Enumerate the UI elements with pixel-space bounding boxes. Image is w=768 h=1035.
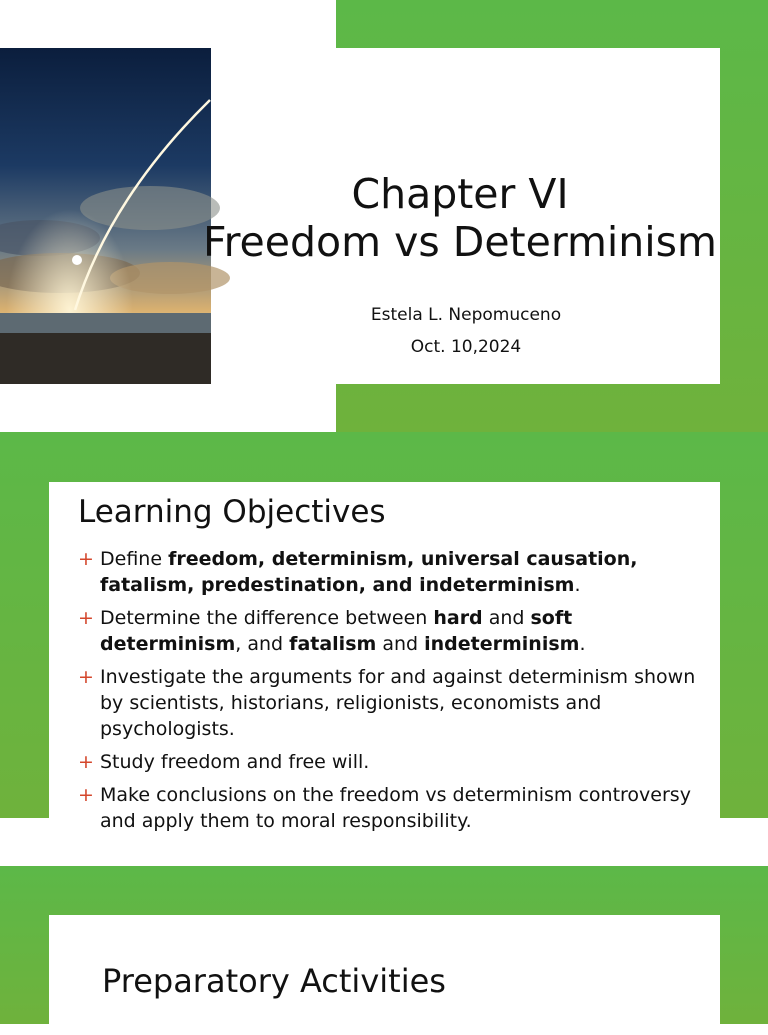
author-name: Estela L. Nepomuceno (370, 305, 562, 325)
bold-term: fatalism (289, 633, 377, 655)
plus-bullet-icon: + (78, 751, 94, 773)
plus-bullet-icon: + (78, 666, 94, 688)
bold-term: freedom, determinism, universal causation, fatalism, predestination, and indeterminism (100, 548, 638, 596)
presentation-date: Oct. 10,2024 (410, 337, 522, 357)
objective-text: . (579, 633, 586, 655)
plus-bullet-icon: + (78, 548, 94, 570)
title-line-1: Chapter VI (351, 170, 569, 218)
rocket-launch-photo (0, 48, 211, 384)
objective-item (78, 782, 698, 834)
slide-heading: Preparatory Activities (102, 962, 446, 1000)
preparatory-slide (0, 866, 768, 1024)
objective-item (78, 749, 698, 775)
objectives-slide (0, 432, 768, 832)
objective-item (78, 546, 698, 598)
objective-text: Investigate the arguments for and against determinism shown by scientists, historians, religionists, economists and psychologists. (100, 666, 696, 740)
objective-text: Determine the difference between (100, 607, 434, 629)
objective-text: . (574, 574, 581, 596)
objective-item (78, 664, 698, 742)
objective-item (78, 605, 698, 657)
bold-term: indeterminism (424, 633, 580, 655)
objective-text: and (376, 633, 425, 655)
slide-heading: Learning Objectives (78, 494, 386, 530)
objective-text: Make conclusions on the freedom vs determinism controversy and apply them to moral responsibility. (100, 784, 691, 832)
plus-bullet-icon: + (78, 784, 94, 806)
slide-title (200, 170, 720, 266)
plus-bullet-icon: + (78, 607, 94, 629)
objective-text: and (482, 607, 531, 629)
bold-term: hard (433, 607, 483, 629)
objective-text: Study freedom and free will. (100, 751, 370, 773)
title-slide (0, 0, 768, 432)
objective-text: , and (235, 633, 290, 655)
objective-text: Define (100, 548, 169, 570)
objectives-list (78, 546, 698, 841)
title-line-2: Freedom vs Determinism (203, 218, 717, 266)
bold-term: soft determinism (100, 607, 573, 655)
